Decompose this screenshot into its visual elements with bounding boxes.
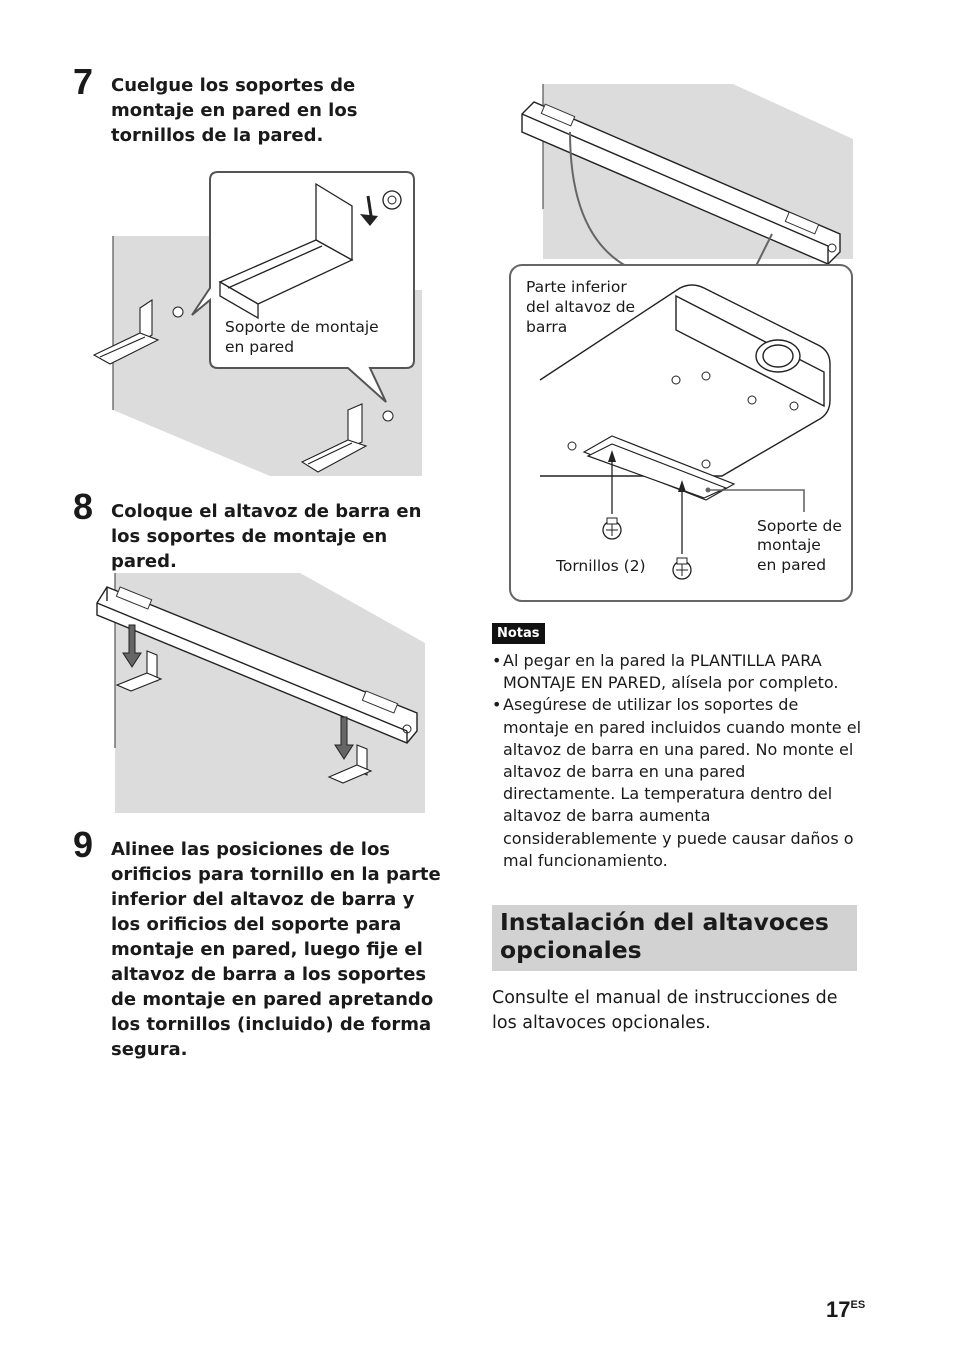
page-language-suffix: ES — [850, 1299, 866, 1311]
bracket-label-line3: en pared — [757, 556, 827, 574]
wall-bracket-label-line1: Soporte de montaje — [225, 318, 379, 336]
step-8-number: 8 — [73, 486, 94, 527]
screws-label: Tornillos (2) — [556, 557, 646, 575]
speaker-bottom-label-line3: barra — [526, 318, 568, 336]
note-item: • Asegúrese de utilizar los soportes de montaje en pared incluidos cuando monte el altavoz de barra en una pared. No monte el altavoz de barra en una pared directamente. La temperatura dentro del altavoz de barra aumenta considerablemente y puede causar daños o mal funcionamiento. — [492, 694, 862, 872]
step-7-number: 7 — [73, 61, 94, 102]
step-9-number: 9 — [73, 824, 94, 865]
page-number — [826, 1297, 865, 1323]
speaker-bottom-label-line2: del altavoz de — [526, 298, 636, 316]
note-item: • Al pegar en la pared la PLANTILLA PARA MONTAJE EN PARED, alísela por completo. — [492, 650, 862, 694]
speaker-bottom-label-line1: Parte inferior — [526, 278, 627, 296]
page-number-value: 17 — [826, 1297, 851, 1322]
notes-badge: Notas — [492, 623, 545, 644]
notes-list — [492, 650, 862, 872]
section-body: Consulte el manual de instrucciones de los altavoces opcionales. — [492, 988, 838, 1033]
wall-bracket-label-line2: en pared — [225, 338, 295, 356]
step-8-text: Coloque el altavoz de barra en los soportes de montaje en pared. — [111, 501, 422, 572]
step-9-text: Alinee las posiciones de los orificios para tornillo en la parte inferior del altavoz de barra y los orificios del soporte para montaje en pared, luego fije el altavoz de barra a los soportes de montaje en pared apretando los tornillos (incluido) de forma segura. — [111, 839, 441, 1060]
step-7-text: Cuelgue los soportes de montaje en pared en los tornillos de la pared. — [111, 75, 358, 146]
section-heading: Instalación del altavoces opcionales — [492, 905, 857, 971]
figure-8-illustration — [95, 573, 425, 815]
bracket-label-line1: Soporte de — [757, 517, 842, 535]
bracket-label-line2: montaje — [757, 536, 821, 554]
